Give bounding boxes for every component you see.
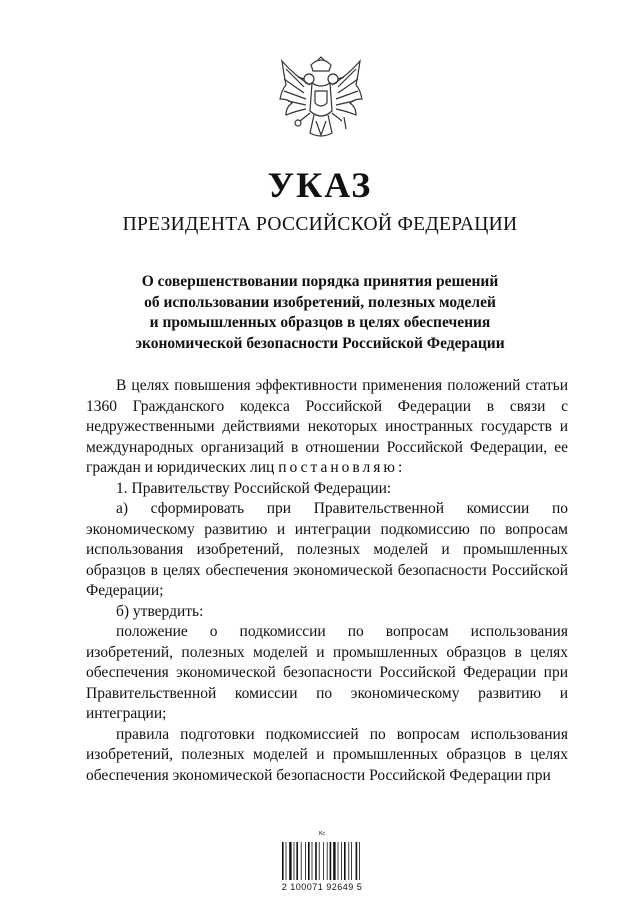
decree-verb: постановляю [278,459,398,476]
preamble-end: : [397,459,403,476]
document-type-heading: УКАЗ [267,165,373,205]
title-line: об использовании изобретений, полезных моделей [144,293,496,311]
preamble-paragraph [86,376,568,479]
barcode-block [280,828,364,892]
clause-1b-item-2: правила подготовки подкомиссией по вопросам использования изобретений, полезных моделей и промышленных образцов в целях обеспечения экономической безопасности Российской Федерации при [86,725,568,784]
title-line: и промышленных образцов в целях обеспечения [149,314,491,331]
clause-1: 1. Правительству Российской Федерации: [116,479,392,497]
preamble-text: В целях повышения эффективности применения положений статьи 1360 Гражданского кодекса Российской Федерации в связи с недружественными действиями некоторых иностранных государств и международных организаций в отношении Российской Федерации, ее граждан и юридических лиц [86,377,568,476]
clause-1a: а) сформировать при Правительственной комиссии по экономическому развитию и интеграции подкомиссию по вопросам использования изобретений, полезных моделей и промышленных образцов в целях обеспечения экономической безопасности Российской Федерации; [86,500,568,599]
title-line: экономической безопасности Российской Федерации [135,334,505,352]
clause-1b: б) утвердить: [116,602,204,620]
title-line: О совершенствовании порядка принятия решений [141,273,499,290]
issuer-heading: ПРЕЗИДЕНТА РОССИЙСКОЙ ФЕДЕРАЦИИ [122,214,518,235]
state-emblem-icon [276,55,366,155]
barcode-mark: Кс [318,831,326,837]
barcode-number: 2 100071 92649 5 [281,882,363,892]
decree-body [86,376,568,786]
decree-title [80,272,560,354]
barcode-icon [280,842,364,880]
clause-1b-item-1: положение о подкомиссии по вопросам использования изобретений, полезных моделей и промышленных образцов в целях обеспечения экономической безопасности Российской Федерации при Правительственной комиссии по экономическому развитию и интеграции; [86,623,568,722]
